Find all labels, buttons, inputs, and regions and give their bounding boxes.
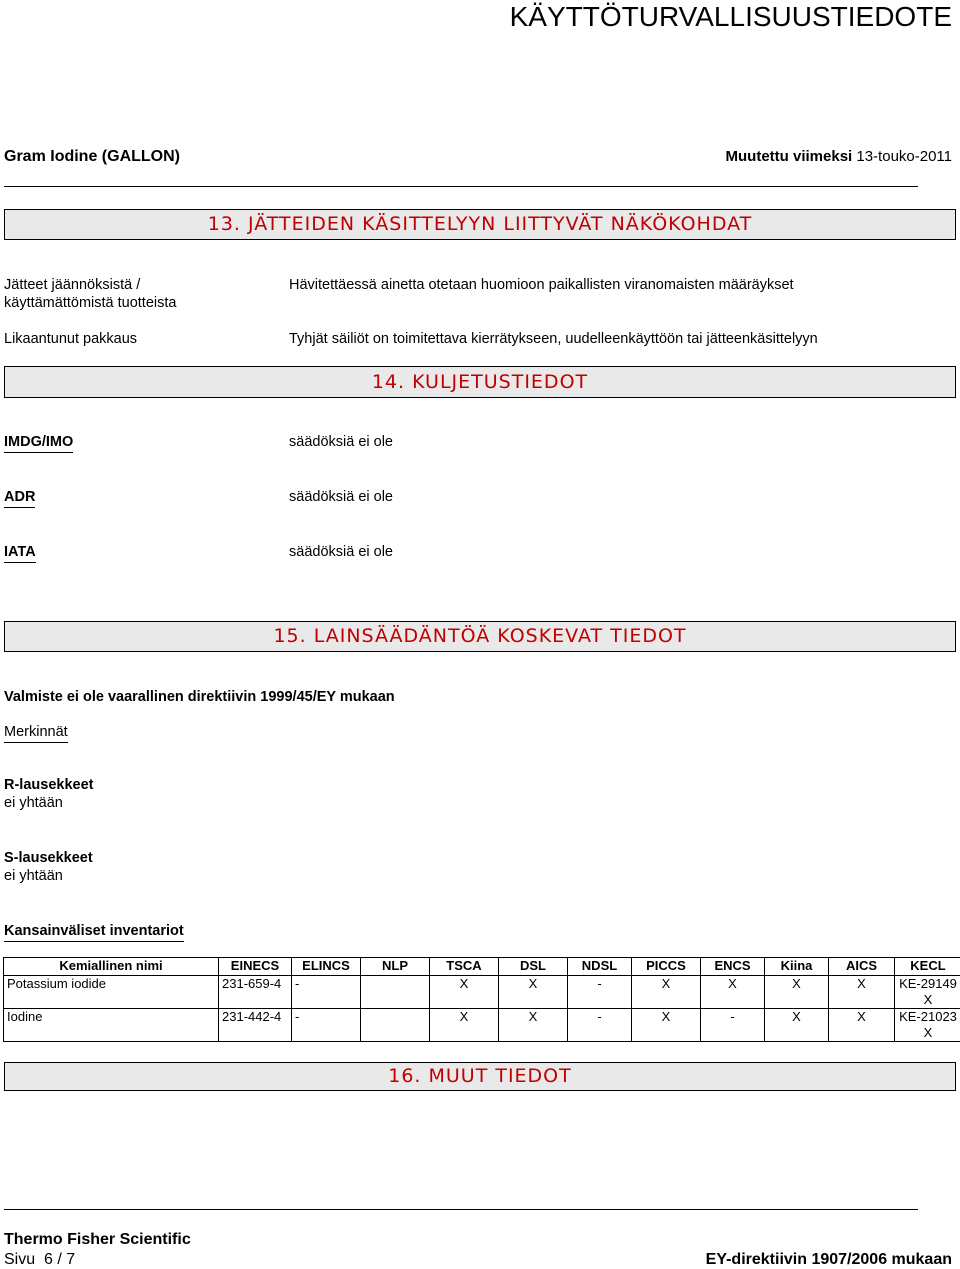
table-cell: X	[765, 976, 829, 1009]
col-header-einecs: EINECS	[219, 958, 292, 976]
section-16-heading: 16. MUUT TIEDOT	[4, 1062, 956, 1091]
footer-page-number: Sivu 6 / 7	[4, 1251, 76, 1268]
table-cell: X	[499, 1009, 568, 1042]
section-13-heading: 13. JÄTTEIDEN KÄSITTELYYN LIITTYVÄT NÄKÖKOHDAT	[4, 209, 956, 240]
waste-residues-label-line2: käyttämättömistä tuotteista	[4, 295, 177, 311]
footer-regulation: EY-direktiivin 1907/2006 mukaan	[705, 1251, 952, 1268]
waste-residues-label	[4, 276, 176, 312]
footer-divider	[4, 1209, 918, 1210]
col-header-ndsl: NDSL	[568, 958, 632, 976]
revision-label: Muutettu viimeksi	[725, 148, 853, 165]
regulatory-statement: Valmiste ei ole vaarallinen direktiivin 1999/45/EY mukaan	[4, 689, 395, 705]
col-header-kecl: KECL	[895, 958, 960, 976]
s-phrases-label: S-lausekkeet	[4, 850, 93, 866]
table-cell: -	[568, 976, 632, 1009]
table-cell: KE-29149 X	[895, 976, 960, 1009]
table-cell: Potassium iodide	[4, 976, 219, 1009]
transport-imdg-label-text: IMDG/IMO	[4, 434, 73, 453]
table-cell: -	[292, 1009, 361, 1042]
col-header-aics: AICS	[829, 958, 895, 976]
revision-date: 13-touko-2011	[856, 148, 952, 165]
transport-iata-value: säädöksiä ei ole	[289, 544, 393, 560]
col-header-dsl: DSL	[499, 958, 568, 976]
col-header-nlp: NLP	[361, 958, 430, 976]
r-phrases-value: ei yhtään	[4, 795, 63, 811]
table-cell: 231-659-4	[219, 976, 292, 1009]
product-name: Gram Iodine (GALLON)	[4, 148, 180, 165]
markings-label-text: Merkinnät	[4, 724, 68, 743]
inventory-table	[3, 957, 960, 1042]
transport-adr-value: säädöksiä ei ole	[289, 489, 393, 505]
section-15-heading: 15. LAINSÄÄDÄNTÖÄ KOSKEVAT TIEDOT	[4, 621, 956, 652]
table-cell: -	[701, 1009, 765, 1042]
transport-adr-label-text: ADR	[4, 489, 35, 508]
markings-label	[4, 723, 68, 741]
contaminated-packaging-value: Tyhjät säiliöt on toimitettava kierrätykseen, uudelleenkäyttöön tai jätteenkäsittelyyn	[289, 331, 818, 347]
document-title: KÄYTTÖTURVALLISUUSTIEDOTE	[509, 1, 952, 32]
col-header-tsca: TSCA	[430, 958, 499, 976]
table-cell: X	[632, 1009, 701, 1042]
table-cell: -	[568, 1009, 632, 1042]
table-cell: X	[430, 1009, 499, 1042]
transport-imdg-label	[4, 433, 73, 451]
section-14-heading: 14. KULJETUSTIEDOT	[4, 366, 956, 398]
table-cell: X	[829, 1009, 895, 1042]
col-header-chemical-name: Kemiallinen nimi	[4, 958, 219, 976]
table-cell: X	[701, 976, 765, 1009]
table-cell: 231-442-4	[219, 1009, 292, 1042]
inventory-header-row	[4, 958, 960, 976]
inventories-label	[4, 922, 184, 940]
table-cell	[361, 976, 430, 1009]
header-divider	[4, 186, 918, 187]
transport-iata-label-text: IATA	[4, 544, 36, 563]
table-row	[4, 976, 960, 1009]
col-header-china: Kiina	[765, 958, 829, 976]
transport-imdg-value: säädöksiä ei ole	[289, 434, 393, 450]
table-row	[4, 1009, 960, 1042]
waste-residues-value: Hävitettäessä ainetta otetaan huomioon paikallisten viranomaisten määräykset	[289, 277, 794, 293]
table-cell: Iodine	[4, 1009, 219, 1042]
table-cell: X	[499, 976, 568, 1009]
contaminated-packaging-label: Likaantunut pakkaus	[4, 331, 138, 347]
table-cell: X	[632, 976, 701, 1009]
revision-info	[726, 148, 952, 165]
table-cell	[361, 1009, 430, 1042]
table-cell: X	[829, 976, 895, 1009]
transport-iata-label	[4, 543, 36, 561]
col-header-elincs: ELINCS	[292, 958, 361, 976]
inventories-label-text: Kansainväliset inventariot	[4, 923, 184, 942]
col-header-encs: ENCS	[701, 958, 765, 976]
waste-residues-label-line1: Jätteet jäännöksistä /	[4, 277, 141, 293]
table-cell: X	[765, 1009, 829, 1042]
r-phrases-label: R-lausekkeet	[4, 777, 94, 793]
table-cell: X	[430, 976, 499, 1009]
table-cell: KE-21023 X	[895, 1009, 960, 1042]
col-header-piccs: PICCS	[632, 958, 701, 976]
s-phrases-value: ei yhtään	[4, 868, 63, 884]
transport-adr-label	[4, 488, 35, 506]
table-cell: -	[292, 976, 361, 1009]
footer-company: Thermo Fisher Scientific	[4, 1231, 191, 1248]
